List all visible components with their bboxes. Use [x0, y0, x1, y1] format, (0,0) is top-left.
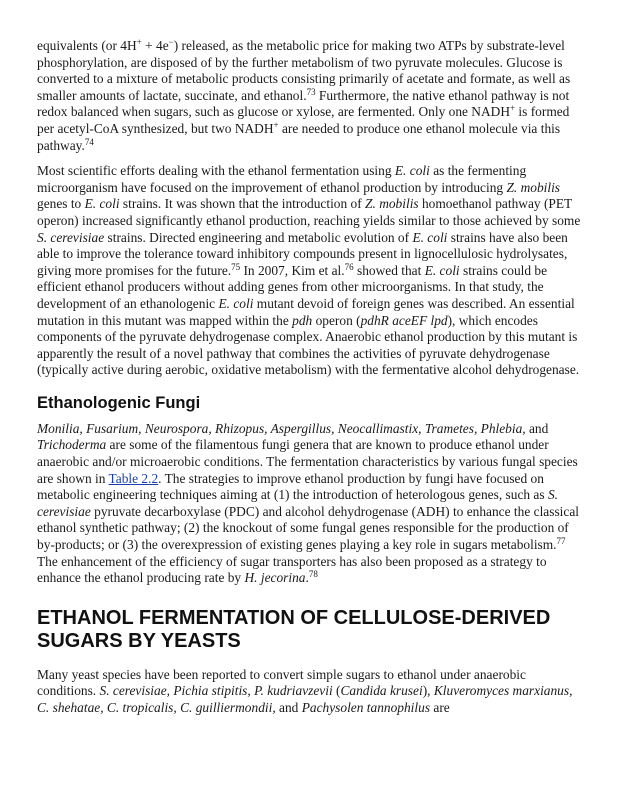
- superscript-charge: −: [168, 37, 174, 47]
- text-run: homoethanol pathway (PET operon) increased significantly ethanol production, reaching yields similar to those achieved by some: [37, 196, 581, 228]
- text-run: Most scientific efforts dealing with the ethanol fermentation using: [37, 163, 395, 179]
- superscript-charge: +: [273, 119, 279, 130]
- gene-name: pdh: [292, 312, 313, 328]
- text-run: as the fermenting microorganism have focused on the improvement of ethanol production by introducing: [37, 163, 527, 195]
- text-run: equivalents (or 4H: [37, 38, 137, 53]
- species-name: Pachysolen tannophilus: [301, 700, 431, 715]
- reference-78: 78: [308, 569, 318, 580]
- species-name: E. coli: [394, 163, 430, 179]
- text-run: .: [305, 570, 309, 586]
- text-run: strains. Directed engineering and metabolic evolution of: [104, 229, 413, 245]
- species-name: Z. mobilis: [365, 196, 419, 212]
- species-name: S. cerevisiae: [37, 229, 105, 245]
- text-run: is formed per acetyl-CoA synthesized, but two NADH: [37, 104, 570, 136]
- species-name: E. coli: [84, 196, 120, 212]
- text-run: Furthermore, the native ethanol pathway is not redox balanced when sugars, such as glucose or xylose, are fermented. Only one NADH: [37, 87, 570, 120]
- text-run: pyruvate decarboxylase (PDC) and alcohol dehydrogenase (ADH) to enhance the classical ethanol synthetic pathway; (2) the knockout of some fungal genes responsible for the production of by-products; or (3) the overexpression of existing genes playing a key role in sugars metabolism.: [37, 503, 579, 553]
- text-run: In 2007, Kim et al.: [240, 262, 345, 278]
- text-run: (: [332, 683, 341, 699]
- superscript-charge: +: [510, 103, 516, 114]
- text-run: strains could be efficient ethanol producers without adding genes from other microorganisms. In that study, the development of an ethanologenic: [37, 262, 548, 311]
- text-run: are needed to produce one ethanol molecule via this pathway.: [37, 120, 561, 153]
- species-name: E. coli: [218, 295, 254, 311]
- document-page: [37, 38, 582, 726]
- species-name: Z. mobilis: [506, 179, 561, 195]
- species-name: H. jecorina: [244, 570, 306, 586]
- text-run: operon (: [312, 312, 361, 328]
- paragraph-yeasts: [37, 667, 582, 717]
- species-name: Candida krusei: [340, 683, 423, 699]
- section-heading-fungi: Ethanologenic Fungi: [37, 393, 201, 412]
- reference-73: 73: [306, 86, 316, 97]
- text-run: ) released, as the metabolic price for making two ATPs by substrate-level phosphorylation, are disposed of by the further metabolism of two pyruvate molecules. Glucose is converted to a mixture of metabolic products consisting primarily of acetate and formate, as well as smaller amounts of lactate, succinate, and ethanol.: [37, 38, 571, 103]
- paragraph-ecoli-efforts: [37, 163, 582, 379]
- text-run: The enhancement of the efficiency of sugar transporters has also been proposed as a strategy to enhance the ethanol producing rate by: [37, 553, 547, 586]
- text-run: and: [525, 420, 549, 436]
- gene-name: pdhR aceEF lpd: [360, 312, 448, 328]
- text-run: + 4e: [141, 38, 169, 53]
- table-2-2-link[interactable]: Table 2.2: [108, 470, 159, 486]
- text-run: and: [275, 700, 302, 715]
- species-name: S. cerevisiae: [37, 487, 558, 519]
- species-name: E. coli: [412, 229, 448, 245]
- paragraph-metabolic-products: [37, 38, 582, 154]
- text-run: ), which encodes components of the pyruvate dehydrogenase complex. Anaerobic ethanol production by this mutant is apparently the result of a novel pathway that combines the activities of pyruvate dehydrogenase (typically active during aerobic, oxidative metabolism) with the fermentative alcohol dehydrogenase.: [37, 312, 580, 378]
- species-name: S. cerevisiae, Pichia stipitis, P. kudriavzevii: [99, 683, 333, 699]
- reference-75: 75: [231, 261, 241, 272]
- species-name: Kluveromyces marxianus, C. shehatae, C. tropicalis, C. guilliermondii,: [37, 683, 573, 715]
- text-run: ),: [422, 683, 434, 699]
- text-run: are: [430, 700, 450, 715]
- text-run: are some of the filamentous fungi genera that are known to produce ethanol under anaerobic and/or microaerobic conditions. The fermentation characteristics by various fungal species are shown in: [37, 437, 578, 486]
- text-run: mutant devoid of foreign genes was described. An essential mutation in this mutant was mapped within the: [37, 295, 575, 328]
- reference-74: 74: [84, 136, 94, 147]
- text-run: genes to: [37, 196, 85, 212]
- paragraph-fungi: [37, 421, 582, 587]
- species-name: E. coli: [424, 262, 460, 278]
- reference-77: 77: [556, 536, 566, 547]
- genera-list: Monilia, Fusarium, Neurospora, Rhizopus, Aspergillus, Neocallimastix, Trametes, Phlebia,: [37, 420, 526, 436]
- text-run: strains have also been able to improve the tolerance toward inhibitory compounds present in lignocellulosic hydrolysates, giving more promises for the future.: [37, 229, 568, 278]
- text-run: Many yeast species have been reported to convert simple sugars to ethanol under anaerobic conditions.: [37, 666, 526, 699]
- superscript-charge: +: [136, 37, 142, 47]
- species-name: Trichoderma: [37, 437, 107, 453]
- text-run: . The strategies to improve ethanol production by fungi have focused on metabolic engineering techniques aiming at (1) the introduction of heterologous genes, such as: [37, 470, 548, 503]
- text-run: strains. It was shown that the introduction of: [119, 196, 366, 212]
- text-run: showed that: [353, 262, 425, 278]
- section-heading-yeasts: ETHANOL FERMENTATION OF CELLULOSE-DERIVED SUGARS BY YEASTS: [37, 606, 551, 652]
- reference-76: 76: [344, 261, 354, 272]
